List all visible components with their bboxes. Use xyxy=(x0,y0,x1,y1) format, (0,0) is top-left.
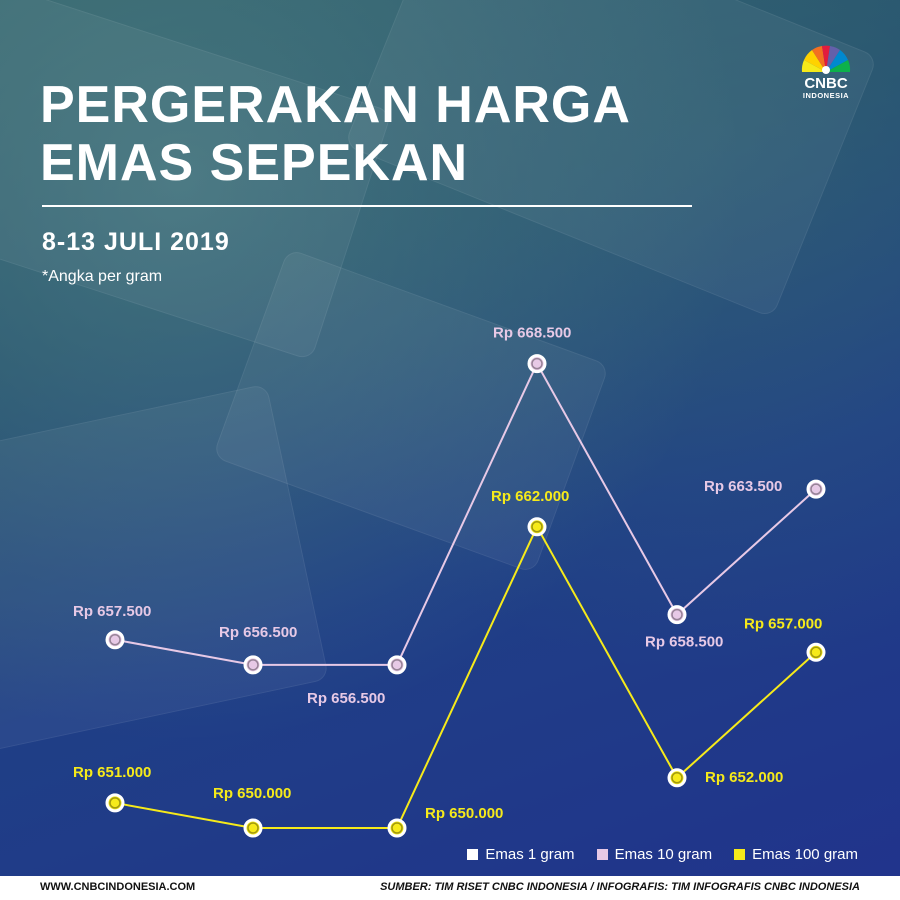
data-point-core xyxy=(811,647,821,657)
data-label: Rp 668.500 xyxy=(493,324,572,342)
data-label: Rp 656.500 xyxy=(307,689,386,707)
data-label: Rp 650.000 xyxy=(213,785,292,802)
data-point-core xyxy=(532,522,542,532)
date-range: 8-13 JULI 2019 xyxy=(42,228,230,256)
data-point-core xyxy=(392,660,402,670)
data-label: Rp 651.000 xyxy=(73,763,152,781)
data-label: Rp 652.000 xyxy=(705,768,784,786)
legend-swatch xyxy=(734,849,745,860)
legend-item-10gram xyxy=(597,846,713,863)
data-label: Rp 650.000 xyxy=(425,805,504,822)
legend-label: Emas 1 gram xyxy=(485,846,575,863)
chart-legend xyxy=(467,846,858,863)
data-label: Rp 657.500 xyxy=(73,602,152,620)
data-point-core xyxy=(248,660,258,670)
data-point-core xyxy=(110,635,120,645)
data-label: Rp 662.000 xyxy=(491,487,570,505)
title-line-1: PERGERAKAN HARGA xyxy=(40,76,631,134)
source-credit: SUMBER: TIM RISET CNBC INDONESIA / INFOGRAFIS: TIM INFOGRAFIS CNBC INDONESIA xyxy=(380,881,860,893)
title-line-2: EMAS SEPEKAN xyxy=(40,134,469,192)
series-line xyxy=(115,364,816,665)
data-point-core xyxy=(248,823,258,833)
logo-wordmark: CNBC xyxy=(804,75,848,92)
data-label: Rp 663.500 xyxy=(704,478,783,496)
data-label: Rp 658.500 xyxy=(645,633,724,651)
data-label: Rp 656.500 xyxy=(219,623,298,641)
data-point-core xyxy=(672,610,682,620)
legend-swatch xyxy=(597,849,608,860)
data-point-core xyxy=(811,484,821,494)
legend-label: Emas 10 gram xyxy=(614,846,713,863)
data-point-core xyxy=(392,823,402,833)
data-point-core xyxy=(672,773,682,783)
legend-item-1gram xyxy=(467,846,574,863)
data-label: Rp 657.000 xyxy=(744,615,823,633)
data-point-core xyxy=(110,798,120,808)
website-url: WWW.CNBCINDONESIA.COM xyxy=(40,881,196,893)
legend-label: Emas 100 gram xyxy=(752,846,858,863)
legend-item-100gram xyxy=(734,846,858,863)
logo-subtext: INDONESIA xyxy=(802,91,850,100)
legend-swatch xyxy=(467,849,478,860)
data-point-core xyxy=(532,359,542,369)
unit-note: *Angka per gram xyxy=(42,268,163,285)
footer-bar xyxy=(0,876,900,900)
